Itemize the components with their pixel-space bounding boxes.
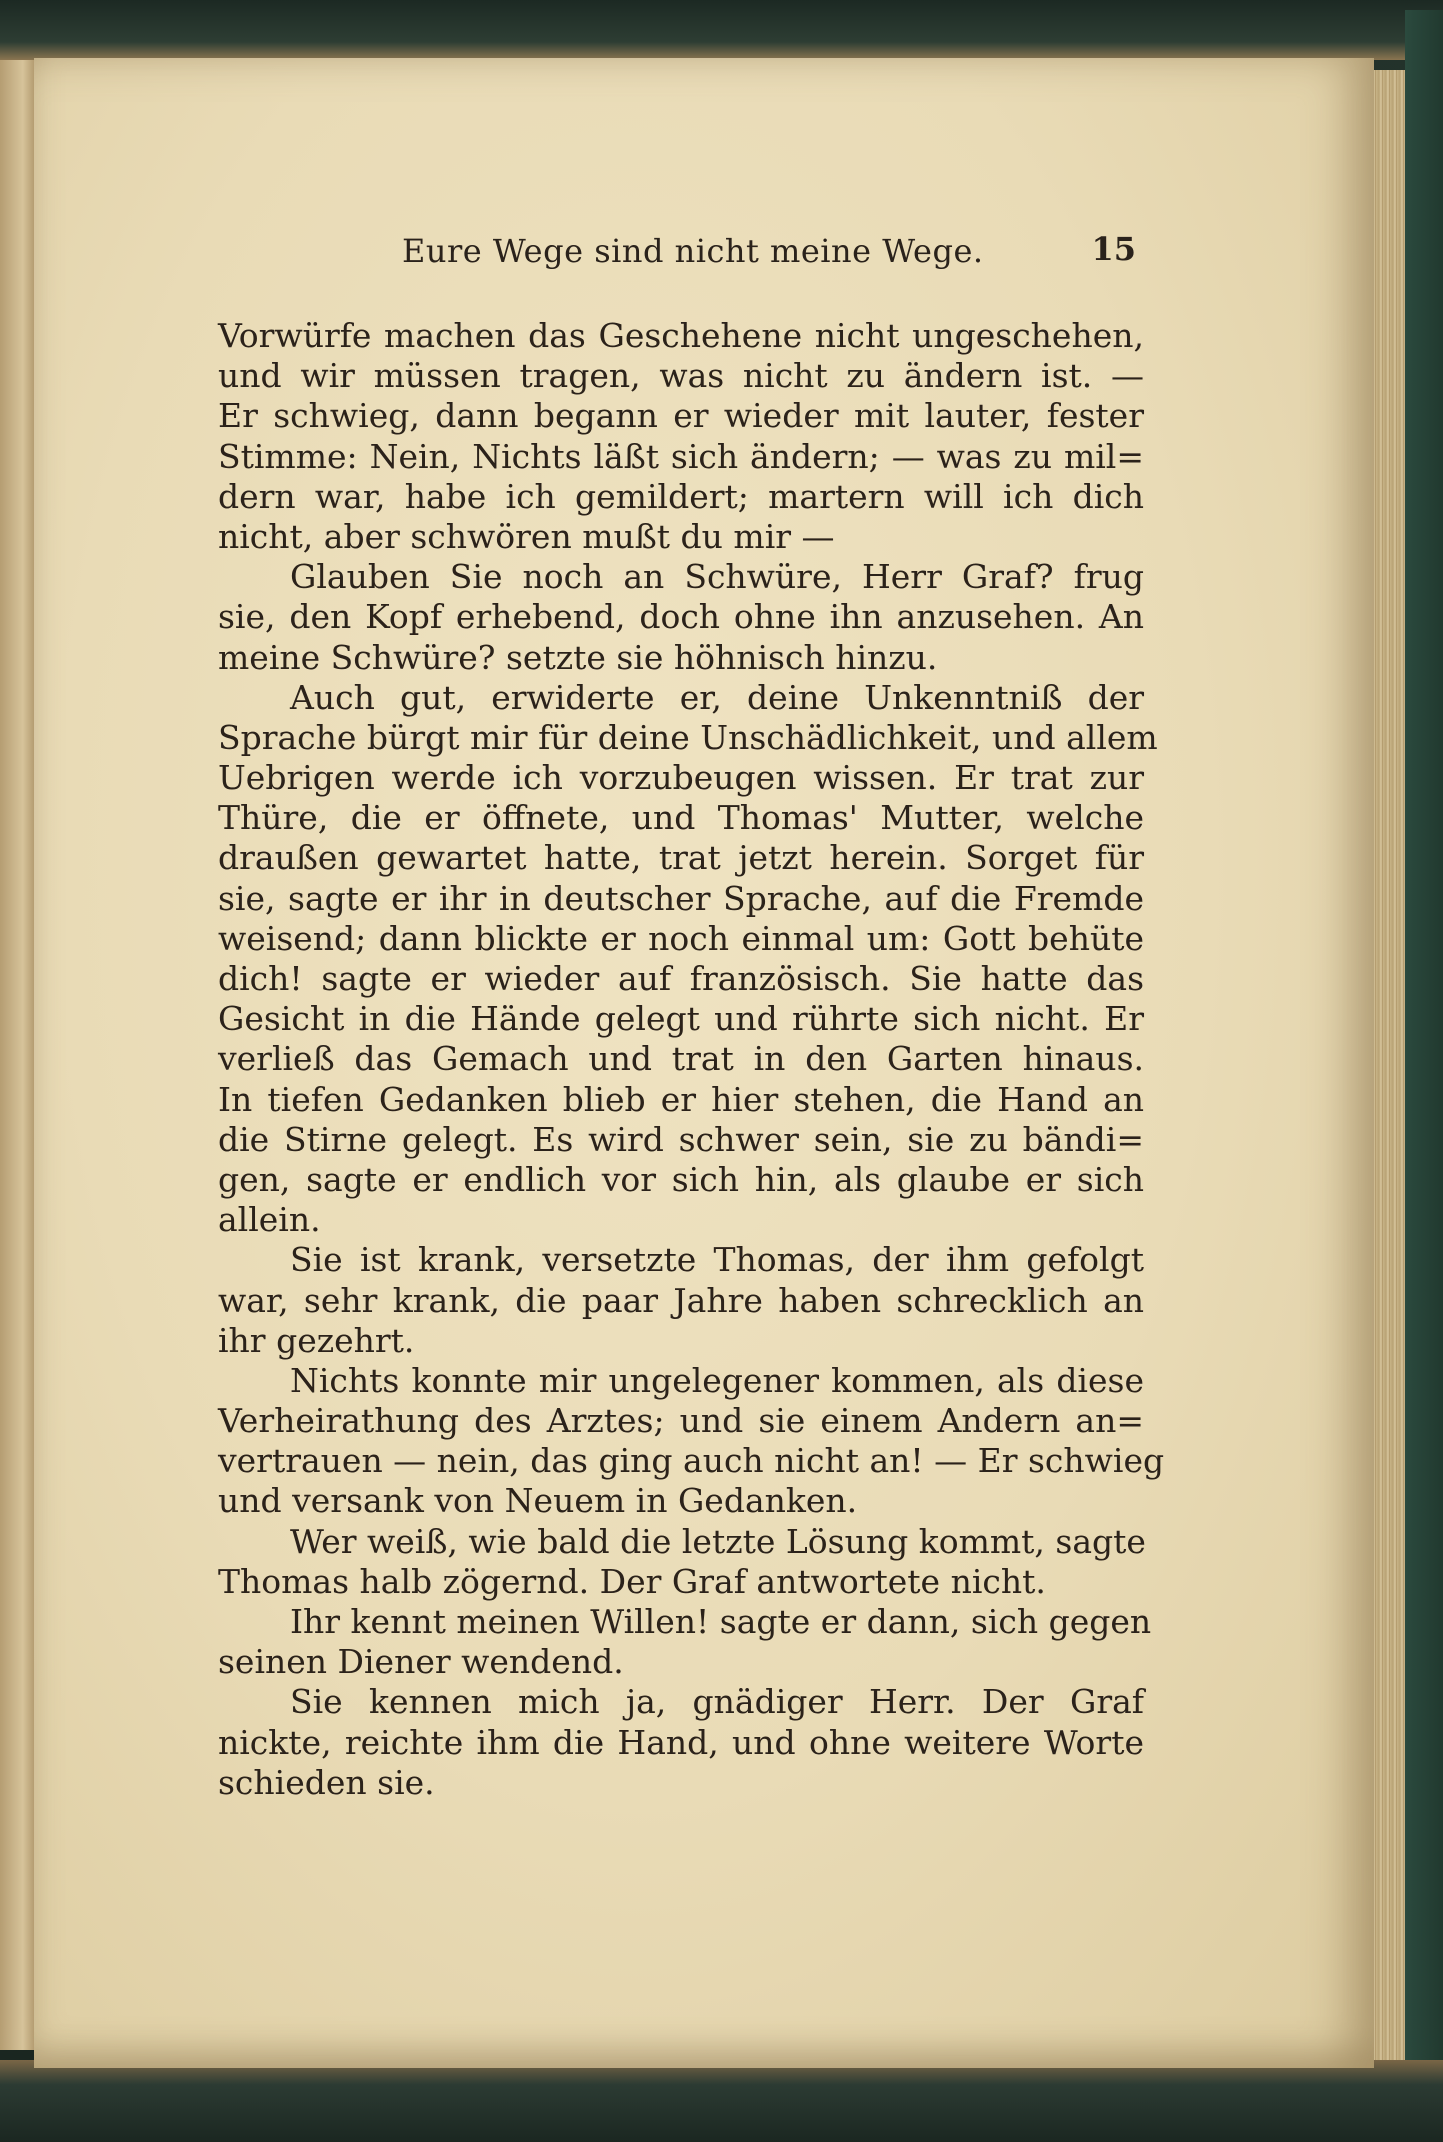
- text-line: und wir müssen tragen, was nicht zu ändern ist. —: [218, 356, 1144, 396]
- running-title: Eure Wege sind nicht meine Wege.: [402, 232, 984, 270]
- text-line: draußen gewartet hatte, trat jetzt herein. Sorget für: [218, 838, 1144, 878]
- text-line: war, sehr krank, die paar Jahre haben schrecklich an: [218, 1280, 1144, 1320]
- text-line: gen, sagte er endlich vor sich hin, als glaube er sich: [218, 1159, 1144, 1199]
- text-line: nickte, reichte ihm die Hand, und ohne weitere Worte: [218, 1722, 1144, 1762]
- scan-background-bottom: [0, 2060, 1443, 2142]
- text-line: Nichts konnte mir ungelegener kommen, als diese: [290, 1360, 1144, 1400]
- text-line: Wer weiß, wie bald die letzte Lösung kommt, sagte: [290, 1521, 1146, 1561]
- text-line: In tiefen Gedanken blieb er hier stehen, die Hand an: [218, 1079, 1144, 1119]
- text-line: Verheirathung des Arztes; und sie einem Andern an=: [218, 1401, 1144, 1441]
- text-line: dern war, habe ich gemildert; martern will ich dich: [218, 476, 1144, 516]
- text-line: und versank von Neuem in Gedanken.: [218, 1481, 858, 1521]
- text-line: seinen Diener wendend.: [218, 1642, 624, 1682]
- text-line: schieden sie.: [218, 1762, 435, 1802]
- text-line: vertrauen — nein, das ging auch nicht an! — Er schwieg: [218, 1441, 1165, 1481]
- text-line: weisend; dann blickte er noch einmal um: Gott behüte: [218, 918, 1144, 958]
- text-line: sie, den Kopf erhebend, doch ohne ihn anzusehen. An: [218, 597, 1144, 637]
- text-line: verließ das Gemach und trat in den Garten hinaus.: [218, 1039, 1144, 1079]
- text-line: Thomas halb zögernd. Der Graf antwortete nicht.: [218, 1561, 1046, 1601]
- book-cover-edge: [1405, 10, 1443, 2142]
- text-line: Glauben Sie noch an Schwüre, Herr Graf? frug: [290, 557, 1144, 597]
- text-line: allein.: [218, 1200, 321, 1240]
- scan-background-top: [0, 0, 1443, 60]
- text-line: Sie ist krank, versetzte Thomas, der ihm gefolgt: [290, 1240, 1144, 1280]
- text-line: Gesicht in die Hände gelegt und rührte sich nicht. Er: [218, 999, 1144, 1039]
- text-line: Stimme: Nein, Nichts läßt sich ändern; — was zu mil=: [218, 436, 1144, 476]
- text-line: Ihr kennt meinen Willen! sagte er dann, sich gegen: [290, 1602, 1152, 1641]
- text-line: Thüre, die er öffnete, und Thomas' Mutter, welche: [218, 798, 1144, 838]
- text-line: sie, sagte er ihr in deutscher Sprache, auf die Fremde: [218, 878, 1144, 918]
- text-line: Auch gut, erwiderte er, deine Unkenntniß der: [290, 677, 1144, 717]
- running-head: [222, 228, 1140, 278]
- text-line: Sie kennen mich ja, gnädiger Herr. Der Graf: [290, 1682, 1144, 1722]
- text-line: Uebrigen werde ich vorzubeugen wissen. Er trat zur: [218, 758, 1144, 798]
- page-number: 15: [1091, 230, 1136, 268]
- body-text: [218, 316, 1165, 1803]
- text-line: die Stirne gelegt. Es wird schwer sein, sie zu bändi=: [218, 1119, 1144, 1159]
- text-line: dich! sagte er wieder auf französisch. Sie hatte das: [218, 959, 1144, 998]
- text-line: Er schwieg, dann begann er wieder mit lauter, fester: [218, 396, 1144, 436]
- text-line: meine Schwüre? setzte sie höhnisch hinzu.: [218, 637, 938, 677]
- text-line: ihr gezehrt.: [218, 1320, 415, 1360]
- text-line: Vorwürfe machen das Geschehene nicht ungeschehen,: [218, 316, 1144, 355]
- text-line: nicht, aber schwören mußt du mir —: [218, 516, 835, 556]
- text-line: Sprache bürgt mir für deine Unschädlichkeit, und allem: [218, 717, 1158, 757]
